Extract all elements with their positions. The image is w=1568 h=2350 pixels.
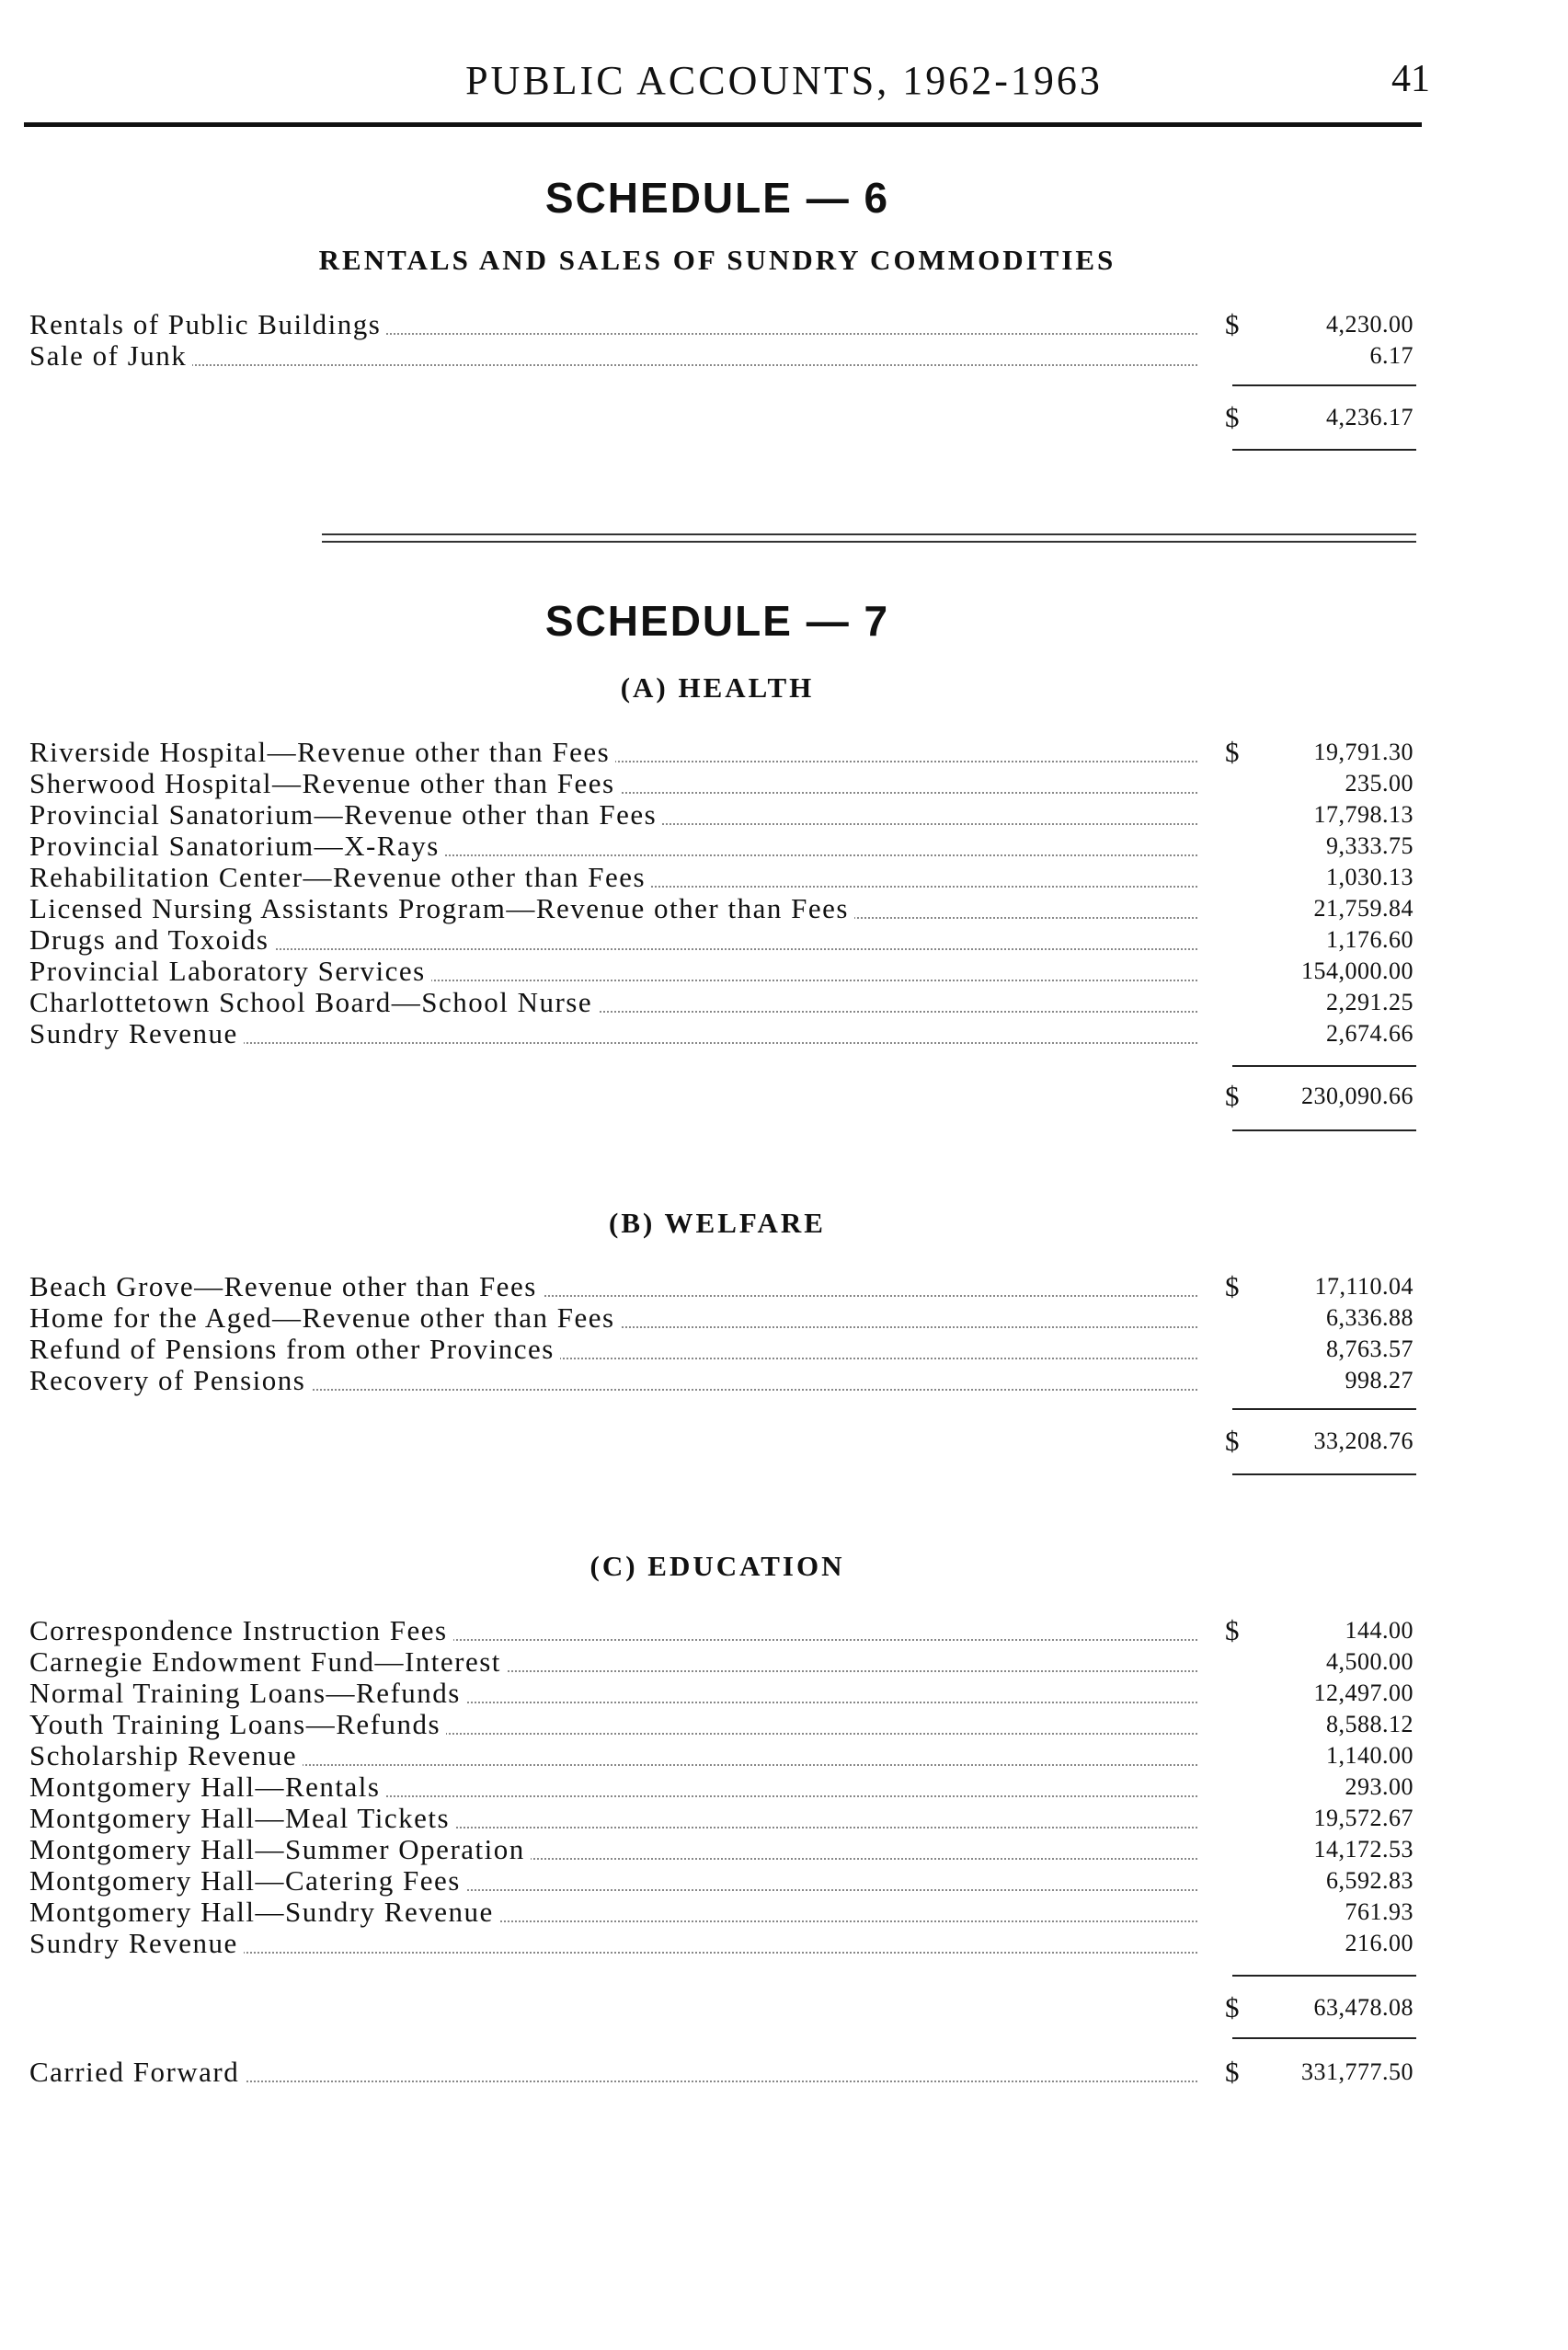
ledger-row	[29, 1740, 1413, 1771]
total-rule	[1232, 1129, 1416, 1131]
row-amount: 216.00	[1345, 1930, 1413, 1956]
section-separator	[322, 541, 1416, 543]
currency-sign: $	[1225, 1080, 1240, 1112]
row-amount: 6,336.88	[1326, 1304, 1413, 1331]
row-label: Montgomery Hall—Catering Fees	[29, 1865, 466, 1897]
page-number: 41	[1391, 58, 1430, 100]
ledger-row	[29, 799, 1413, 831]
row-amount: 998.27	[1345, 1367, 1413, 1393]
row-label: Rentals of Public Buildings	[29, 309, 386, 340]
row-label: Scholarship Revenue	[29, 1740, 303, 1771]
row-amount: 4,500.00	[1326, 1648, 1413, 1675]
ledger-row	[29, 1771, 1413, 1803]
row-label: Riverside Hospital—Revenue other than Fees	[29, 737, 615, 768]
currency-sign: $	[1225, 1425, 1240, 1457]
row-label: Sundry Revenue	[29, 1018, 244, 1049]
ledger-row	[29, 1615, 1413, 1646]
ledger-row	[29, 737, 1413, 768]
carried-forward-row	[29, 2057, 1413, 2088]
row-label: Sherwood Hospital—Revenue other than Fees	[29, 768, 621, 799]
welfare-total	[29, 1426, 1413, 1457]
row-label: Drugs and Toxoids	[29, 924, 274, 956]
row-label: Recovery of Pensions	[29, 1365, 311, 1396]
row-label: Normal Training Loans—Refunds	[29, 1678, 466, 1709]
row-amount: 235.00	[1345, 770, 1413, 797]
schedule-6-title: SCHEDULE — 6	[544, 174, 890, 222]
total-amount: 63,478.08	[1313, 1994, 1413, 2021]
row-amount: 144.00	[1345, 1617, 1413, 1644]
row-amount: 4,230.00	[1326, 311, 1413, 338]
education-title: (C) EDUCATION	[589, 1550, 845, 1582]
ledger-row	[29, 862, 1413, 893]
row-label: Provincial Sanatorium—X-Rays	[29, 831, 445, 862]
row-label: Sale of Junk	[29, 340, 192, 372]
schedule-6-subtitle: RENTALS AND SALES OF SUNDRY COMMODITIES	[318, 244, 1116, 276]
ledger-row	[29, 924, 1413, 956]
currency-sign: $	[1225, 401, 1240, 433]
ledger-row	[29, 1334, 1413, 1365]
health-title: (A) HEALTH	[620, 671, 815, 704]
total-amount: 230,090.66	[1301, 1083, 1413, 1109]
ledger-row	[29, 1865, 1413, 1897]
row-label: Montgomery Hall—Meal Tickets	[29, 1803, 455, 1834]
row-label: Beach Grove—Revenue other than Fees	[29, 1271, 543, 1302]
row-amount: 9,333.75	[1326, 832, 1413, 859]
schedule-7-title: SCHEDULE — 7	[544, 597, 890, 645]
row-label: Correspondence Instruction Fees	[29, 1615, 453, 1646]
currency-sign: $	[1225, 1614, 1240, 1646]
row-label: Carnegie Endowment Fund—Interest	[29, 1646, 507, 1678]
currency-sign: $	[1225, 1991, 1240, 2023]
row-amount: 154,000.00	[1301, 957, 1413, 984]
carried-forward-label: Carried Forward	[29, 2057, 245, 2088]
row-amount: 19,791.30	[1313, 739, 1413, 765]
ledger-row	[29, 1709, 1413, 1740]
schedule-6-total	[29, 402, 1413, 433]
ledger-row	[29, 1928, 1413, 1959]
ledger-row	[29, 1646, 1413, 1678]
section-separator	[322, 533, 1416, 535]
ledger-row	[29, 893, 1413, 924]
row-amount: 14,172.53	[1313, 1836, 1413, 1863]
education-total	[29, 1992, 1413, 2023]
currency-sign: $	[1225, 2056, 1240, 2088]
ledger-row	[29, 987, 1413, 1018]
ledger-row	[29, 1897, 1413, 1928]
row-label: Montgomery Hall—Rentals	[29, 1771, 385, 1803]
total-amount: 33,208.76	[1313, 1427, 1413, 1454]
row-amount: 761.93	[1345, 1898, 1413, 1925]
page-title: PUBLIC ACCOUNTS, 1962-1963	[465, 58, 1103, 103]
ledger-row	[29, 340, 1413, 372]
currency-sign: $	[1225, 1270, 1240, 1302]
ledger-row	[29, 1271, 1413, 1302]
row-label: Montgomery Hall—Sundry Revenue	[29, 1897, 499, 1928]
row-amount: 17,798.13	[1313, 801, 1413, 828]
subtotal-rule	[1232, 384, 1416, 386]
row-amount: 2,291.25	[1326, 989, 1413, 1015]
row-label: Licensed Nursing Assistants Program—Revenue other than Fees	[29, 893, 854, 924]
health-total	[29, 1081, 1413, 1112]
ledger-row	[29, 956, 1413, 987]
row-amount: 6.17	[1369, 342, 1413, 369]
row-amount: 293.00	[1345, 1773, 1413, 1800]
row-amount: 19,572.67	[1313, 1805, 1413, 1831]
currency-sign: $	[1225, 308, 1240, 340]
subtotal-rule	[1232, 1408, 1416, 1410]
ledger-row	[29, 768, 1413, 799]
row-label: Montgomery Hall—Summer Operation	[29, 1834, 531, 1865]
total-amount: 4,236.17	[1326, 404, 1413, 430]
subtotal-rule	[1232, 1975, 1416, 1977]
ledger-row	[29, 1803, 1413, 1834]
row-label: Sundry Revenue	[29, 1928, 244, 1959]
total-rule	[1232, 2037, 1416, 2039]
row-amount: 17,110.04	[1314, 1273, 1413, 1300]
ledger-row	[29, 1834, 1413, 1865]
ledger-row	[29, 1018, 1413, 1049]
row-amount: 1,140.00	[1326, 1742, 1413, 1769]
ledger-row	[29, 831, 1413, 862]
subtotal-rule	[1232, 1065, 1416, 1067]
row-amount: 12,497.00	[1313, 1679, 1413, 1706]
running-header	[0, 57, 1568, 103]
row-label: Youth Training Loans—Refunds	[29, 1709, 446, 1740]
row-label: Provincial Sanatorium—Revenue other than Fees	[29, 799, 662, 831]
total-rule	[1232, 1473, 1416, 1475]
row-amount: 2,674.66	[1326, 1020, 1413, 1047]
row-amount: 6,592.83	[1326, 1867, 1413, 1894]
carried-forward-amount: 331,777.50	[1301, 2058, 1413, 2085]
ledger-row	[29, 1302, 1413, 1334]
ledger-row	[29, 1365, 1413, 1396]
row-label: Home for the Aged—Revenue other than Fees	[29, 1302, 621, 1334]
header-rule	[24, 122, 1422, 127]
row-amount: 8,763.57	[1326, 1335, 1413, 1362]
row-label: Rehabilitation Center—Revenue other than Fees	[29, 862, 651, 893]
currency-sign: $	[1225, 736, 1240, 768]
row-label: Charlottetown School Board—School Nurse	[29, 987, 598, 1018]
row-label: Provincial Laboratory Services	[29, 956, 431, 987]
row-label: Refund of Pensions from other Provinces	[29, 1334, 560, 1365]
dot-leader	[29, 364, 1197, 366]
welfare-title: (B) WELFARE	[609, 1207, 826, 1239]
row-amount: 8,588.12	[1326, 1711, 1413, 1737]
ledger-row	[29, 309, 1413, 340]
ledger-row	[29, 1678, 1413, 1709]
row-amount: 21,759.84	[1313, 895, 1413, 922]
row-amount: 1,030.13	[1326, 864, 1413, 890]
row-amount: 1,176.60	[1326, 926, 1413, 953]
total-rule	[1232, 449, 1416, 451]
